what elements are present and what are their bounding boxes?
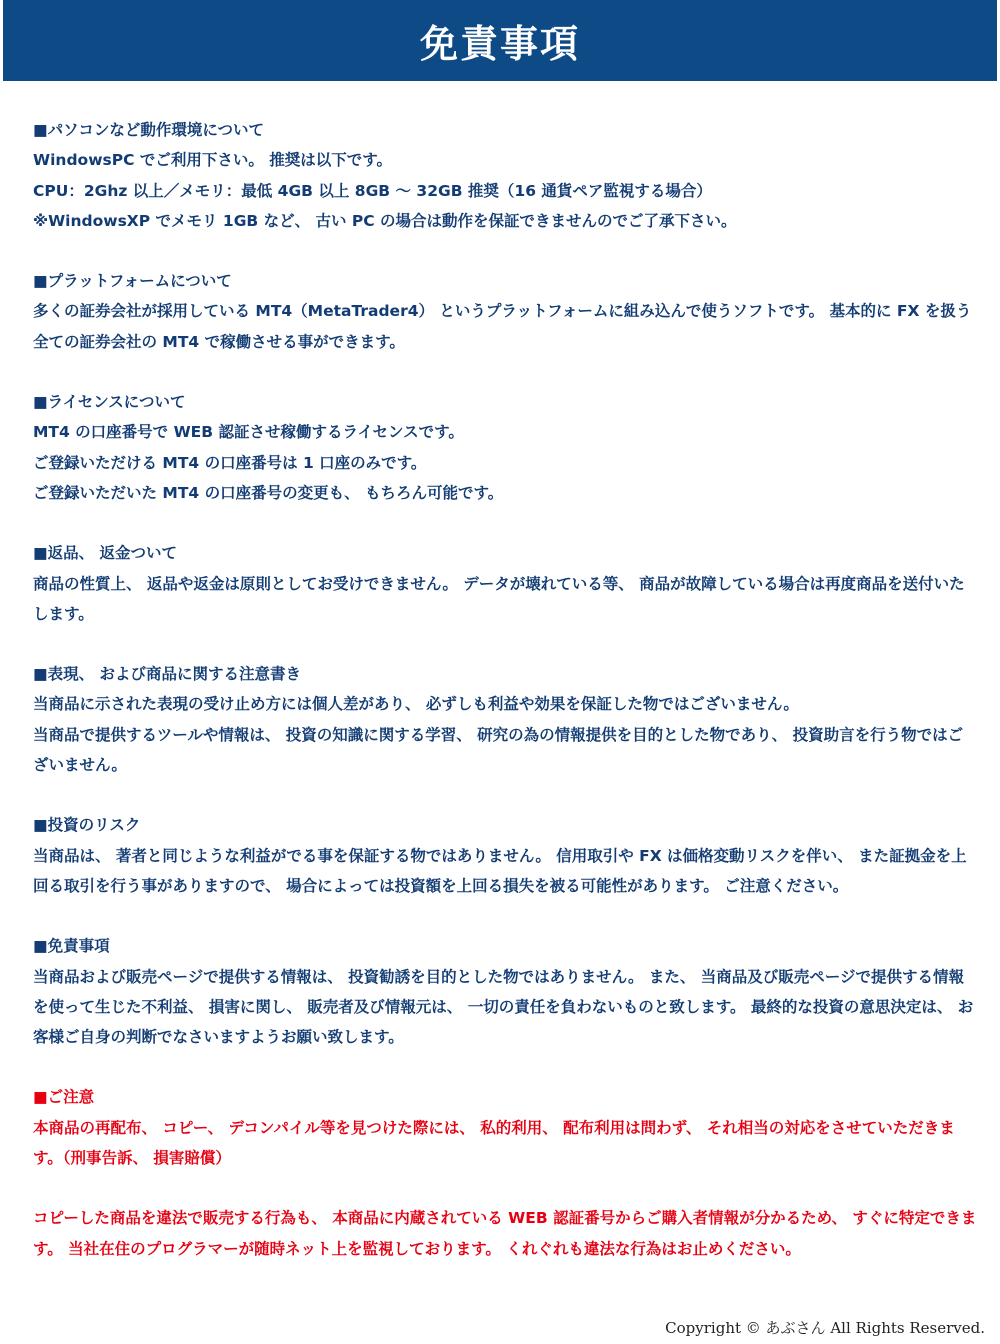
section-line: MT4 の口座番号で WEB 認証させ稼働するライセンスです。 <box>33 423 464 442</box>
section-platform <box>33 266 978 357</box>
section-line: WindowsPC でご利用下さい。 推奨は以下です。 <box>33 151 393 170</box>
section-heading: ■投資のリスク <box>33 816 141 835</box>
copyright-footer: Copyright © あぶさん All Rights Reserved. <box>665 1319 985 1337</box>
section-heading: ■返品、 返金ついて <box>33 544 178 563</box>
section-heading: ■免責事項 <box>33 937 110 956</box>
section-line: ご登録いただいた MT4 の口座番号の変更も、 もちろん可能です。 <box>33 483 504 502</box>
page-header <box>3 0 997 81</box>
section-heading: ■プラットフォームについて <box>33 272 232 291</box>
section-line: CPU：2Ghz 以上／メモリ：最低 4GB 以上 8GB ～ 32GB 推奨（16 通貨ペア監視する場合） <box>33 181 712 200</box>
section-line: ご登録いただける MT4 の口座番号は 1 口座のみです。 <box>33 453 427 472</box>
section-line: 当商品で提供するツールや情報は、 投資の知識に関する学習、 研究の為の情報提供を目的とした物であり、 投資助言を行う物ではございません。 <box>33 725 964 775</box>
section-environment <box>33 115 978 236</box>
section-heading: ■表現、 および商品に関する注意書き <box>33 665 302 684</box>
section-line: ※WindowsXP でメモリ 1GB など、 古い PC の場合は動作を保証できませんのでご了承下さい。 <box>33 211 737 230</box>
section-expression <box>33 659 978 780</box>
section-notice <box>33 1082 978 1173</box>
section-line: 当商品に示された表現の受け止め方には個人差があり、 必ずしも利益や効果を保証した物ではございません。 <box>33 695 799 714</box>
notice-heading: ■ご注意 <box>33 1088 95 1107</box>
section-line: 当商品および販売ページで提供する情報は、 投資勧誘を目的とした物ではありません。 また、 当商品及び販売ページで提供する情報を使って生じた不利益、 損害に関し、 販売者及び情報元は、 一切の責任を負わないものと致します。 最終的な投資の意思決定は、 お客様ご自身の判断でなさいますようお願い致します。 <box>33 967 974 1047</box>
disclaimer-content <box>33 115 978 1294</box>
section-line: 多くの証券会社が採用している MT4（MetaTrader4） というプラットフォームに組み込んで使うソフトです。 基本的に FX を扱う全ての証券会社の MT4 で稼働させる事ができます。 <box>33 302 972 351</box>
section-license <box>33 387 978 508</box>
section-heading: ■ライセンスについて <box>33 393 186 412</box>
section-investment-risk <box>33 810 978 901</box>
section-line: 当商品は、 著者と同じような利益がでる事を保証する物ではありません。 信用取引や FX は価格変動リスクを伴い、 また証拠金を上回る取引を行う事がありますので、 場合によっては投資額を上回る損失を被る可能性があります。 ご注意ください。 <box>33 846 967 895</box>
page-title: 免責事項 <box>419 22 580 66</box>
section-disclaimer <box>33 931 978 1052</box>
section-returns <box>33 538 978 629</box>
section-heading: ■パソコンなど動作環境について <box>33 121 265 139</box>
notice-paragraph: 本商品の再配布、 コピー、 デコンパイル等を見つけた際には、 私的利用、 配布利用は問わず、 それ相当の対応をさせていただきます。（刑事告訴、 損害賠償） <box>33 1118 955 1168</box>
notice-paragraph: コピーした商品を違法で販売する行為も、 本商品に内蔵されている WEB 認証番号からご購入者情報が分かるため、 すぐに特定できます。 当社在住のプログラマーが随時ネット上を監視しております。 くれぐれも違法な行為はお止めください。 <box>33 1209 977 1258</box>
section-line: 商品の性質上、 返品や返金は原則としてお受けできません。 データが壊れている等、 商品が故障している場合は再度商品を送付いたします。 <box>33 574 965 623</box>
section-notice-2 <box>33 1203 978 1264</box>
